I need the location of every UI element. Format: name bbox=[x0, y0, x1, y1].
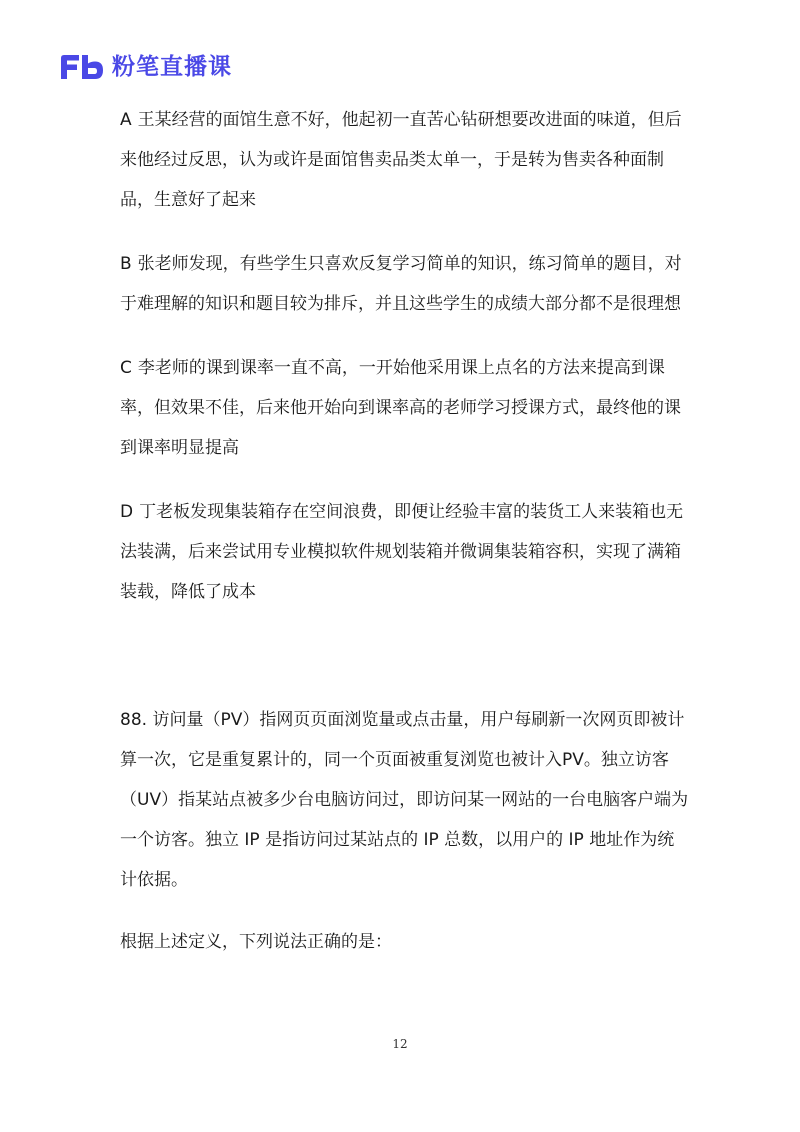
option-a bbox=[120, 100, 690, 220]
question-number: 88. bbox=[120, 710, 148, 730]
page-header bbox=[58, 50, 232, 84]
option-text: 张老师发现，有些学生只喜欢反复学习简单的知识，练习简单的题目，对于难理解的知识和题目较为排斥，并且这些学生的成绩大部分都不是很理想 bbox=[120, 254, 682, 314]
option-text: 丁老板发现集装箱存在空间浪费，即便让经验丰富的装货工人来装箱也无法装满，后来尝试用专业模拟软件规划装箱并微调集装箱容积，实现了满箱装载，降低了成本 bbox=[120, 502, 684, 602]
option-d bbox=[120, 492, 690, 612]
option-label: D bbox=[120, 502, 134, 522]
page-number: 12 bbox=[392, 1037, 408, 1051]
question-88 bbox=[120, 700, 690, 900]
option-text: 李老师的课到课率一直不高，一开始他采用课上点名的方法来提高到课率，但效果不佳，后来他开始向到课率高的老师学习授课方式，最终他的课到课率明显提高 bbox=[120, 358, 681, 458]
question-prompt: 根据上述定义，下列说法正确的是： bbox=[120, 932, 392, 952]
option-label: C bbox=[120, 358, 132, 378]
question-text: 访问量（PV）指网页页面浏览量或点击量，用户每刷新一次网页即被计算一次，它是重复累计的，同一个页面被重复浏览也被计入PV。独立访客（UV）指某站点被多少台电脑访问过，即访问某一网站的一台电脑客户端为一个访客。独立 IP 是指访问过某站点的 IP 总数，以用户的 IP 地址作为统计依据。 bbox=[120, 710, 689, 890]
page-content bbox=[120, 100, 690, 962]
fenbi-fb-logo-icon bbox=[58, 52, 106, 82]
option-label: B bbox=[120, 254, 132, 274]
option-c bbox=[120, 348, 690, 468]
brand-name: 粉笔直播课 bbox=[112, 54, 232, 80]
option-label: A bbox=[120, 110, 132, 130]
option-b bbox=[120, 244, 690, 324]
option-text: 王某经营的面馆生意不好，他起初一直苦心钻研想要改进面的味道，但后来他经过反思，认为或许是面馆售卖品类太单一，于是转为售卖各种面制品，生意好了起来 bbox=[120, 110, 682, 210]
